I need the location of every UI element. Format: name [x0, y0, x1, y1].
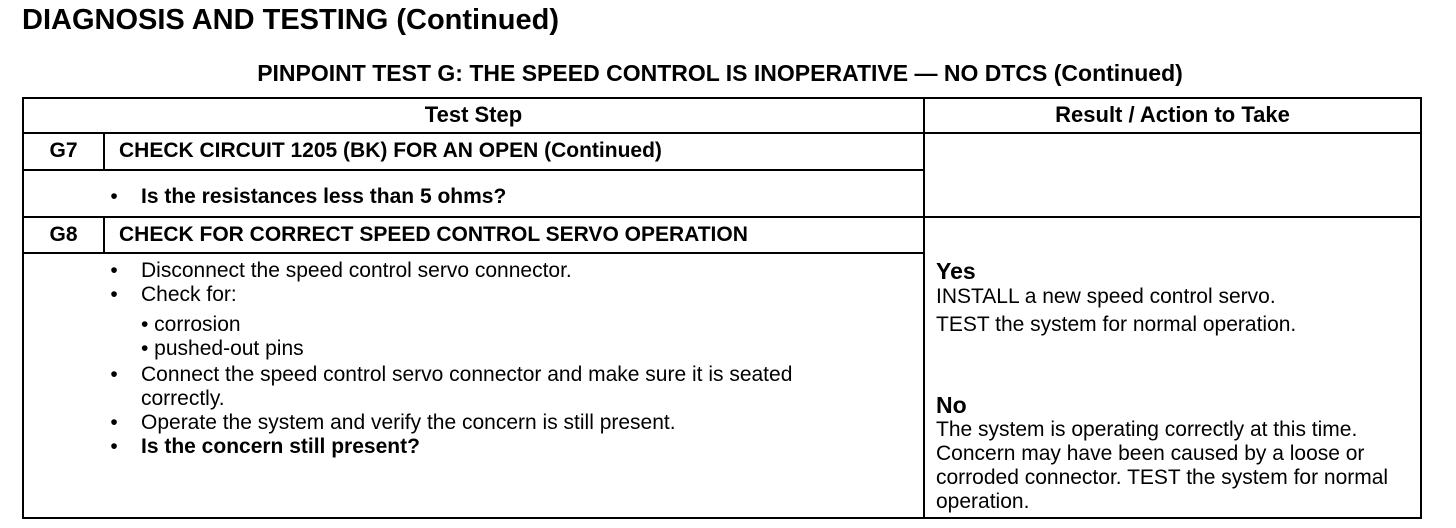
g7-title-divider [24, 169, 923, 171]
header-test-step: Test Step [424, 102, 523, 127]
bullet-icon: • [110, 435, 118, 458]
step-id-g8: G8 [49, 223, 78, 246]
result-yes [936, 258, 1416, 338]
step-id-g7: G7 [49, 139, 78, 162]
g8-title-divider [24, 252, 923, 254]
result-yes-label: Yes [936, 258, 976, 284]
pinpoint-test-table [22, 97, 1422, 519]
check-item-corrosion: • corrosion [141, 313, 241, 336]
bullet-icon: • [110, 259, 118, 282]
bullet-icon: • [110, 363, 118, 386]
header-result-action: Result / Action to Take [1055, 102, 1290, 127]
step-title-g8: CHECK FOR CORRECT SPEED CONTROL SERVO OPERATION [119, 223, 748, 246]
step-body-g8 [104, 259, 904, 459]
result-no [936, 392, 1411, 514]
list-item: • Connect the speed control servo connector and make sure it is seated correctly. [104, 363, 861, 411]
list-item: • Is the concern still present? [104, 435, 904, 459]
result-no-text: The system is operating correctly at this time. Concern may have been caused by a loose or corroded connector. TEST the system for normal operation. [936, 418, 1389, 513]
step-body-g7 [104, 185, 904, 209]
check-item-pushed-out-pins: • pushed-out pins [141, 337, 304, 360]
page-heading: DIAGNOSIS AND TESTING (Continued) [22, 4, 560, 36]
result-no-label: No [936, 392, 967, 418]
list-item: • Operate the system and verify the concern is still present. [104, 411, 904, 435]
column-divider-result [923, 99, 925, 517]
bullet-icon: • [110, 283, 118, 306]
list-item: • Check for: [104, 283, 904, 307]
check-items-list [104, 313, 904, 361]
result-yes-line-1: INSTALL a new speed control servo. [936, 285, 1276, 308]
pinpoint-test-title: PINPOINT TEST G: THE SPEED CONTROL IS INOPERATIVE — NO DTCS (Continued) [257, 60, 1183, 86]
list-item: • Disconnect the speed control servo connector. [104, 259, 904, 283]
bullet-icon: • [110, 185, 118, 208]
list-item: • Is the resistances less than 5 ohms? [104, 185, 904, 209]
step-title-g7: CHECK CIRCUIT 1205 (BK) FOR AN OPEN (Continued) [119, 139, 662, 162]
bullet-icon: • [110, 411, 118, 434]
result-yes-line-2: TEST the system for normal operation. [936, 313, 1297, 336]
